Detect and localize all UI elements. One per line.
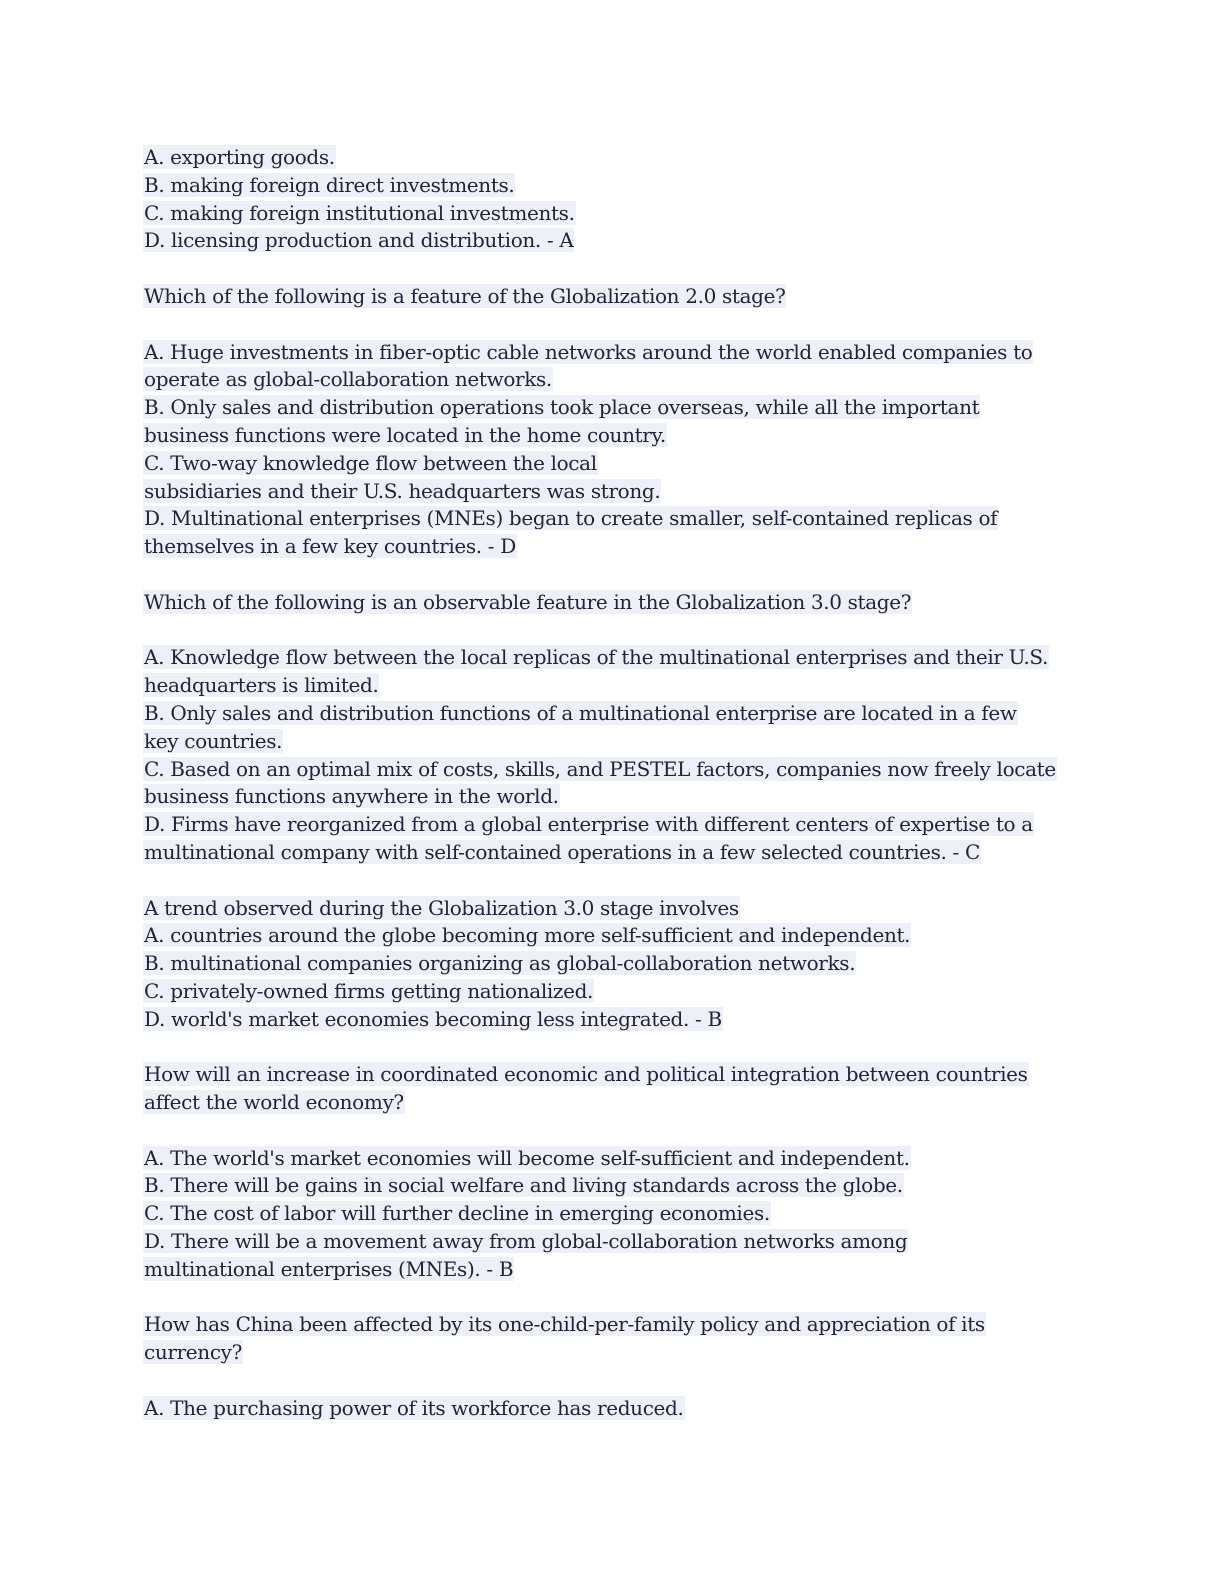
question-block: [143, 589, 1083, 617]
text-line-content: A. The purchasing power of its workforce has reduced.: [144, 1395, 684, 1420]
text-line: [143, 283, 1083, 311]
text-line: [143, 1395, 1083, 1423]
text-line-content: C. privately-owned firms getting nationalized.: [144, 978, 594, 1003]
answer-options-block: [143, 144, 1083, 255]
text-line: [143, 922, 1083, 950]
text-line-content: currency?: [144, 1340, 242, 1365]
text-line-content: C. Based on an optimal mix of costs, skills, and PESTEL factors, companies now freely locate: [144, 756, 1056, 781]
text-line: [143, 644, 1083, 672]
text-line: [143, 422, 1083, 450]
text-line-content: A. The world's market economies will become self-sufficient and independent.: [144, 1145, 910, 1170]
text-line-content: A. exporting goods.: [144, 145, 335, 169]
text-line-content: subsidiaries and their U.S. headquarters was strong.: [144, 478, 661, 503]
text-line-content: B. multinational companies organizing as global-collaboration networks.: [144, 951, 856, 976]
text-line-content: affect the world economy?: [144, 1090, 404, 1115]
text-line-content: themselves in a few key countries. - D: [144, 534, 516, 559]
text-line: [143, 144, 1083, 172]
text-line-content: A. countries around the globe becoming more self-sufficient and independent.: [144, 923, 911, 948]
text-line: [143, 478, 1083, 506]
text-line-content: headquarters is limited.: [144, 673, 379, 698]
text-line: [143, 1061, 1083, 1089]
text-line: [143, 700, 1083, 728]
text-line-content: A. Knowledge flow between the local replicas of the multinational enterprises and their U.S.: [144, 645, 1048, 670]
document-page: [143, 144, 1083, 1450]
answer-options-block: [143, 1145, 1083, 1284]
text-line: [143, 1006, 1083, 1034]
text-line-content: D. world's market economies becoming less integrated. - B: [144, 1006, 722, 1031]
text-line: [143, 172, 1083, 200]
text-line: [143, 339, 1083, 367]
text-line: [143, 227, 1083, 255]
text-line: [143, 895, 1083, 923]
text-line: [143, 533, 1083, 561]
text-line: [143, 1311, 1083, 1339]
text-line-content: C. making foreign institutional investments.: [144, 200, 575, 225]
text-line: [143, 450, 1083, 478]
text-line: [143, 1089, 1083, 1117]
text-line-content: A. Huge investments in fiber-optic cable networks around the world enabled companies to: [144, 339, 1033, 364]
text-line-content: multinational company with self-contained operations in a few selected countries. - C: [144, 839, 980, 864]
text-line: [143, 505, 1083, 533]
text-line-content: B. Only sales and distribution functions of a multinational enterprise are located in a few: [144, 700, 1017, 725]
question-block: [143, 283, 1083, 311]
text-line: [143, 589, 1083, 617]
text-line: [143, 728, 1083, 756]
text-line: [143, 672, 1083, 700]
text-line-content: key countries.: [144, 728, 283, 753]
text-line: [143, 978, 1083, 1006]
text-line: [143, 756, 1083, 784]
text-line-content: C. The cost of labor will further decline in emerging economies.: [144, 1201, 770, 1226]
question-block: [143, 1311, 1083, 1367]
text-line-content: multinational enterprises (MNEs). - B: [144, 1256, 514, 1281]
text-line-content: B. making foreign direct investments.: [144, 172, 515, 197]
text-line-content: How will an increase in coordinated economic and political integration between countries: [144, 1062, 1028, 1087]
text-line: [143, 950, 1083, 978]
text-line-content: business functions anywhere in the world.: [144, 784, 559, 809]
text-line-content: B. There will be gains in social welfare and living standards across the globe.: [144, 1173, 903, 1198]
answer-options-block: [143, 1395, 1083, 1423]
text-line-content: business functions were located in the home country.: [144, 422, 666, 447]
text-line: [143, 1339, 1083, 1367]
text-line-content: A trend observed during the Globalization 3.0 stage involves: [144, 895, 739, 920]
text-line: [143, 394, 1083, 422]
text-line-content: operate as global-collaboration networks.: [144, 367, 552, 392]
question-with-options-block: [143, 895, 1083, 1034]
text-line: [143, 1172, 1083, 1200]
text-line: [143, 1145, 1083, 1173]
text-line-content: C. Two-way knowledge flow between the local: [144, 450, 597, 475]
text-line-content: How has China been affected by its one-child-per-family policy and appreciation of its: [144, 1312, 985, 1337]
text-line-content: D. There will be a movement away from global-collaboration networks among: [144, 1229, 908, 1254]
answer-options-block: [143, 644, 1083, 866]
text-line-content: B. Only sales and distribution operations took place overseas, while all the important: [144, 395, 980, 420]
text-line-content: D. Multinational enterprises (MNEs) began to create smaller, self-contained replicas of: [144, 506, 998, 531]
text-line: [143, 1256, 1083, 1284]
answer-options-block: [143, 339, 1083, 561]
text-line-content: Which of the following is an observable feature in the Globalization 3.0 stage?: [144, 589, 912, 614]
text-line-content: D. licensing production and distribution. - A: [144, 228, 574, 253]
text-line: [143, 783, 1083, 811]
text-line: [143, 1228, 1083, 1256]
text-line: [143, 200, 1083, 228]
text-line-content: Which of the following is a feature of the Globalization 2.0 stage?: [144, 283, 786, 308]
text-line: [143, 811, 1083, 839]
text-line: [143, 1200, 1083, 1228]
question-block: [143, 1061, 1083, 1117]
text-line: [143, 839, 1083, 867]
text-line-content: D. Firms have reorganized from a global enterprise with different centers of expertise to a: [144, 812, 1033, 837]
text-line: [143, 366, 1083, 394]
